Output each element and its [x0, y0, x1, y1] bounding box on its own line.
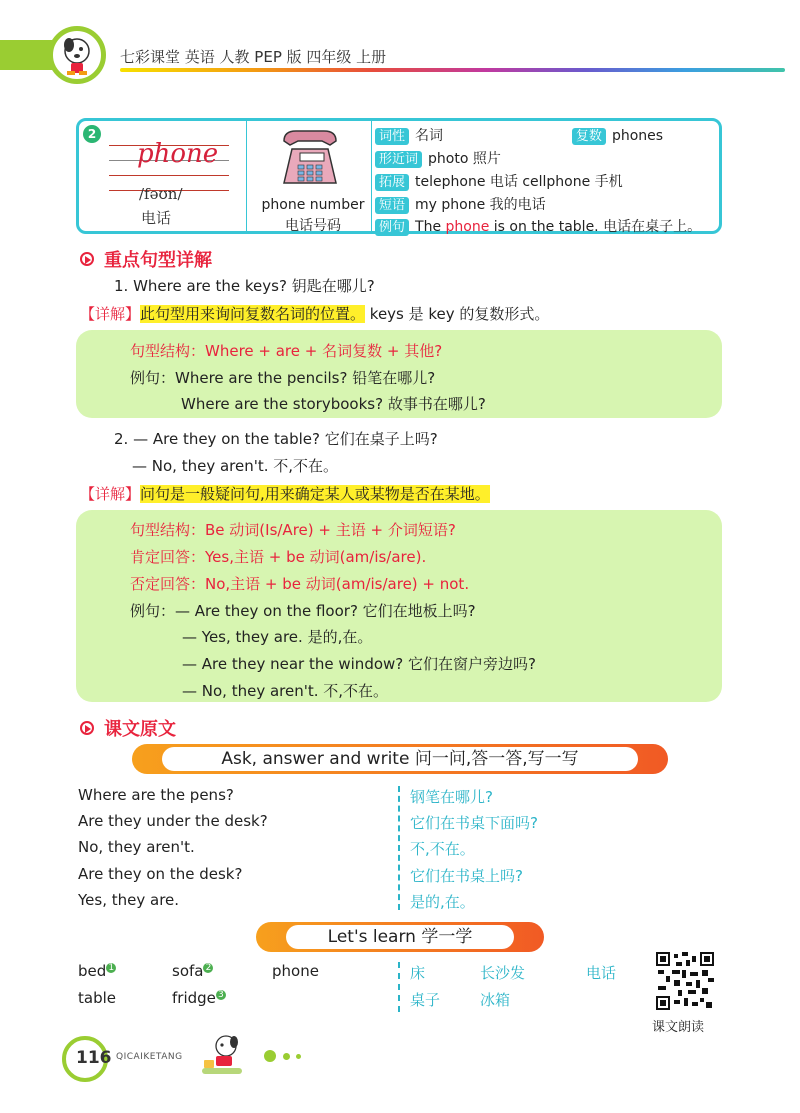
word-meaning: 电话 [141, 209, 172, 227]
example-2d: — No, they aren't. 不,不在。 [182, 682, 389, 700]
detail-2: 【详解】问句是一般疑问句,用来确定某人或某物是否在某地。 [80, 485, 490, 503]
mascot-footer-icon [196, 1032, 250, 1078]
dialog-en: Yes, they are. [78, 891, 180, 909]
sentence-1: 1. Where are the keys? 钥匙在哪儿? [114, 277, 375, 295]
info-row-example: 例句 The phone is on the table. 电话在桌子上。 [375, 216, 701, 238]
info-row-pos [375, 125, 663, 147]
vocab-bed: bed 1 [78, 962, 116, 980]
sentence-2a: — No, they aren't. 不,不在。 [132, 457, 339, 475]
highlight-word: phone [445, 219, 490, 235]
dialog-en: No, they aren't. [78, 838, 195, 856]
qr-code-icon[interactable] [656, 952, 714, 1010]
qr-label: 课文朗读 [652, 1020, 705, 1035]
phrase-cn: 电话号码 [285, 218, 341, 234]
tag-label: 复数 [572, 128, 606, 145]
dialog-en: Where are the pens? [78, 786, 234, 804]
phrase-en: phone number [261, 197, 365, 213]
sentence-2q: 2. — Are they on the table? 它们在桌子上吗? [114, 430, 438, 448]
info-text: photo 照片 [428, 151, 501, 167]
footer-dot [264, 1050, 276, 1062]
example-1a: 例句：Where are the pencils? 铅笔在哪儿? [130, 369, 436, 387]
structure-1: 句型结构：Where + are + 名词复数 + 其他? [130, 342, 443, 360]
tag-label: 拓展 [375, 174, 409, 191]
positive-answer: 肯定回答：Yes,主语 + be 动词(am/is/are). [130, 548, 427, 566]
vocab-phone: phone [272, 962, 319, 980]
example-2c: — Are they near the window? 它们在窗户旁边吗? [182, 655, 536, 673]
play-icon [80, 252, 94, 266]
info-text: telephone 电话 cellphone 手机 [415, 174, 623, 190]
negative-answer: 否定回答：No,主语 + be 动词(am/is/are) + not. [130, 575, 470, 593]
dialog-cn: 是的,在。 [410, 893, 475, 911]
dialog-en: Are they under the desk? [78, 812, 268, 830]
tag-label: 短语 [375, 197, 409, 214]
tag-label: 形近词 [375, 151, 422, 168]
banner-lets-learn [256, 922, 544, 952]
footer-brand: QICAIKETANG [116, 1052, 183, 1062]
example-2b: — Yes, they are. 是的,在。 [182, 628, 373, 646]
dialog-cn: 钢笔在哪儿? [410, 788, 493, 806]
info-row-similar [375, 148, 501, 170]
info-text: 名词 [415, 128, 444, 144]
vocab-table: table [78, 989, 116, 1007]
vocab-fridge: fridge 3 [172, 989, 226, 1007]
phonetic: /fəʊn/ [139, 185, 183, 203]
vocab-cn-phone: 电话 [586, 964, 617, 982]
vocab-cn-fridge: 冰箱 [480, 991, 511, 1009]
dialog-en: Are they on the desk? [78, 865, 243, 883]
info-text: my phone 我的电话 [415, 197, 546, 213]
info-text: phones [611, 128, 664, 144]
vocab-sofa: sofa 2 [172, 962, 213, 980]
example-2a: 例句：— Are they on the floor? 它们在地板上吗? [130, 602, 476, 620]
section-heading-text: 课文原文 [80, 715, 176, 741]
tag-label: 例句 [375, 219, 409, 236]
info-row-phrase [375, 194, 546, 216]
detail-1: 【详解】此句型用来询问复数名词的位置。 keys 是 key 的复数形式。 [80, 305, 550, 323]
header-divider [120, 68, 785, 72]
word-number-badge: 2 [83, 125, 101, 143]
word-card [76, 118, 722, 234]
dialog-cn: 它们在书桌下面吗? [410, 814, 538, 832]
section-heading-key-sentences: 重点句型详解 [80, 246, 212, 272]
footer-dot [296, 1054, 301, 1059]
info-row-extend [375, 171, 623, 193]
vocab-divider [398, 962, 400, 1012]
mascot-icon [53, 31, 101, 79]
footer-dot [283, 1053, 290, 1060]
banner-text: Ask, answer and write 问一问,答一答,写一写 [162, 747, 638, 771]
vocab-cn-table: 桌子 [410, 991, 441, 1009]
tag-label: 词性 [375, 128, 409, 145]
dialog-divider [398, 786, 400, 910]
vocab-cn-sofa: 长沙发 [480, 964, 526, 982]
banner-text: Let's learn 学一学 [286, 925, 514, 949]
example-1b: Where are the storybooks? 故事书在哪儿? [181, 395, 486, 413]
dialog-cn: 不,不在。 [410, 840, 475, 858]
header-mascot-frame [48, 26, 106, 84]
vocab-word: phone [137, 139, 219, 169]
telephone-icon [278, 127, 342, 189]
word-cell [79, 121, 247, 231]
picture-cell [246, 121, 372, 234]
dialog-cn: 它们在书桌上吗? [410, 867, 523, 885]
header-title: 七彩课堂 英语 人教 PEP 版 四年级 上册 [120, 48, 387, 66]
page-number: 116 [76, 1048, 112, 1068]
vocab-cn-bed: 床 [410, 964, 426, 982]
banner-ask-answer [132, 744, 668, 774]
play-icon [80, 721, 94, 735]
structure-2: 句型结构：Be 动词(Is/Are) + 主语 + 介词短语? [130, 521, 456, 539]
